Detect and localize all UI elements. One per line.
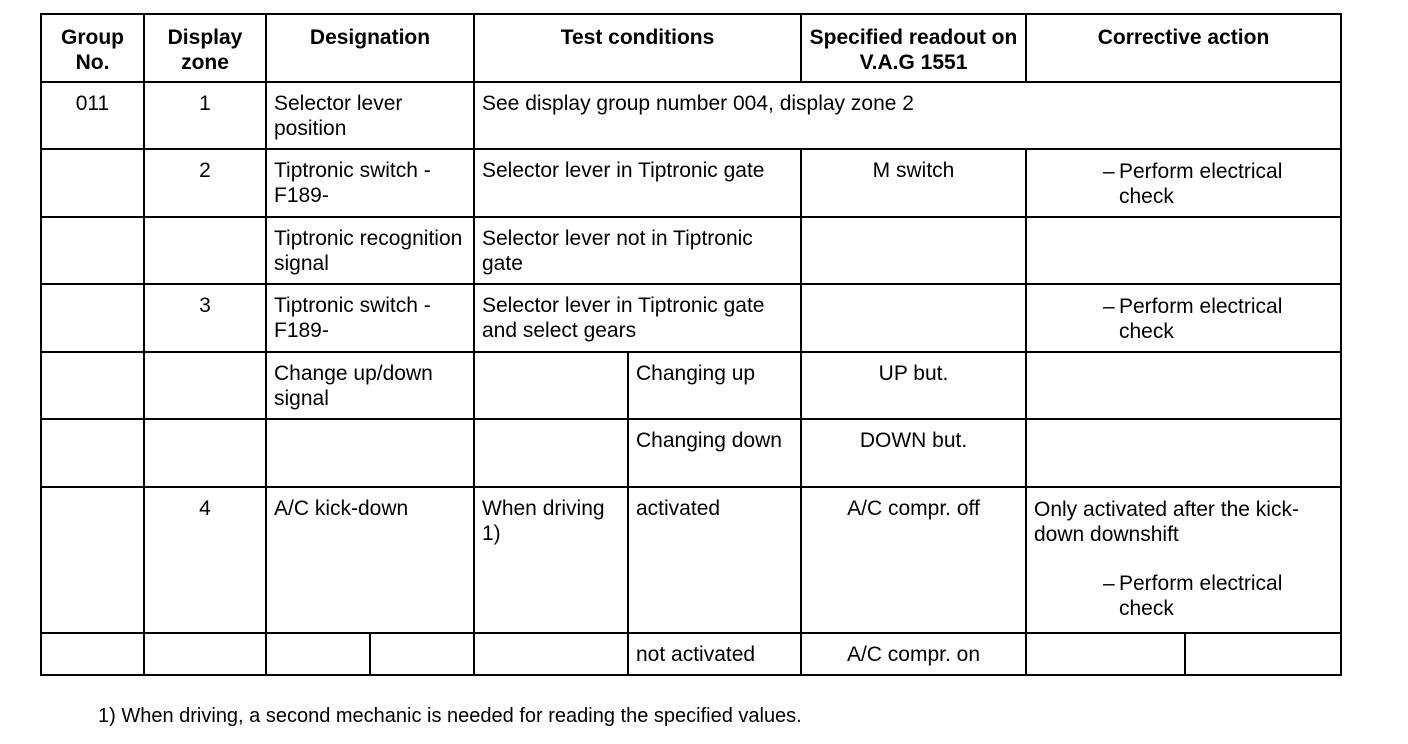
specified-readout: DOWN but. <box>801 419 1026 487</box>
specified-readout: A/C compr. off <box>801 487 1026 633</box>
dash-icon: – <box>1103 572 1115 595</box>
designation: Tiptronic switch - F189- <box>266 284 474 352</box>
table-row <box>41 284 1341 352</box>
diagnosis-table <box>40 13 1342 676</box>
designation: Tiptronic recognition signal <box>266 217 474 284</box>
group-number: 011 <box>41 82 144 149</box>
display-zone: 3 <box>144 284 266 352</box>
display-zone: 2 <box>144 149 266 217</box>
table-row <box>41 352 1341 419</box>
specified-readout: A/C compr. on <box>801 633 1026 675</box>
dash-icon: – <box>1103 295 1115 318</box>
test-condition-detail: Changing down <box>628 419 801 487</box>
header-corrective-action: Corrective action <box>1026 14 1341 82</box>
header-zone: Display zone <box>144 14 266 82</box>
test-conditions: Selector lever not in Tiptronic gate <box>474 217 801 284</box>
header-readout: Specified readout on V.A.G 1551 <box>801 14 1026 82</box>
test-condition-detail: activated <box>628 487 801 633</box>
table-row <box>41 633 1341 675</box>
test-conditions: Selector lever in Tiptronic gate and select gears <box>474 284 801 352</box>
dash-icon: – <box>1103 160 1115 183</box>
header-designation: Designation <box>266 14 474 82</box>
table-row <box>41 217 1341 284</box>
table-row <box>41 487 1341 633</box>
footnote: 1) When driving, a second mechanic is needed for reading the specified values. <box>98 705 802 727</box>
test-conditions: See display group number 004, display zone 2 <box>474 82 1341 149</box>
test-conditions: When driving 1) <box>474 487 628 633</box>
designation: Change up/down signal <box>266 352 474 419</box>
specified-readout: M switch <box>801 149 1026 217</box>
table-row <box>41 149 1341 217</box>
display-zone: 4 <box>144 487 266 633</box>
test-condition-detail: not activated <box>628 633 801 675</box>
test-conditions: Selector lever in Tiptronic gate <box>474 149 801 217</box>
header-row <box>41 14 1341 82</box>
header-group: Group No. <box>41 14 144 82</box>
designation: A/C kick-down <box>266 487 474 633</box>
specified-readout: UP but. <box>801 352 1026 419</box>
header-test-conditions: Test conditions <box>474 14 801 82</box>
test-condition-detail: Changing up <box>628 352 801 419</box>
action-note: Only activated after the kick-down downshift <box>1034 498 1299 546</box>
designation: Tiptronic switch - F189- <box>266 149 474 217</box>
table-row <box>41 82 1341 149</box>
display-zone: 1 <box>144 82 266 149</box>
corrective-action: Only activated after the kick-down downshift – Perform electrical check <box>1026 487 1341 633</box>
table-row <box>41 419 1341 487</box>
designation: Selector lever position <box>266 82 474 149</box>
corrective-action: – Perform electrical check <box>1026 149 1341 217</box>
corrective-action: – Perform electrical check <box>1026 284 1341 352</box>
